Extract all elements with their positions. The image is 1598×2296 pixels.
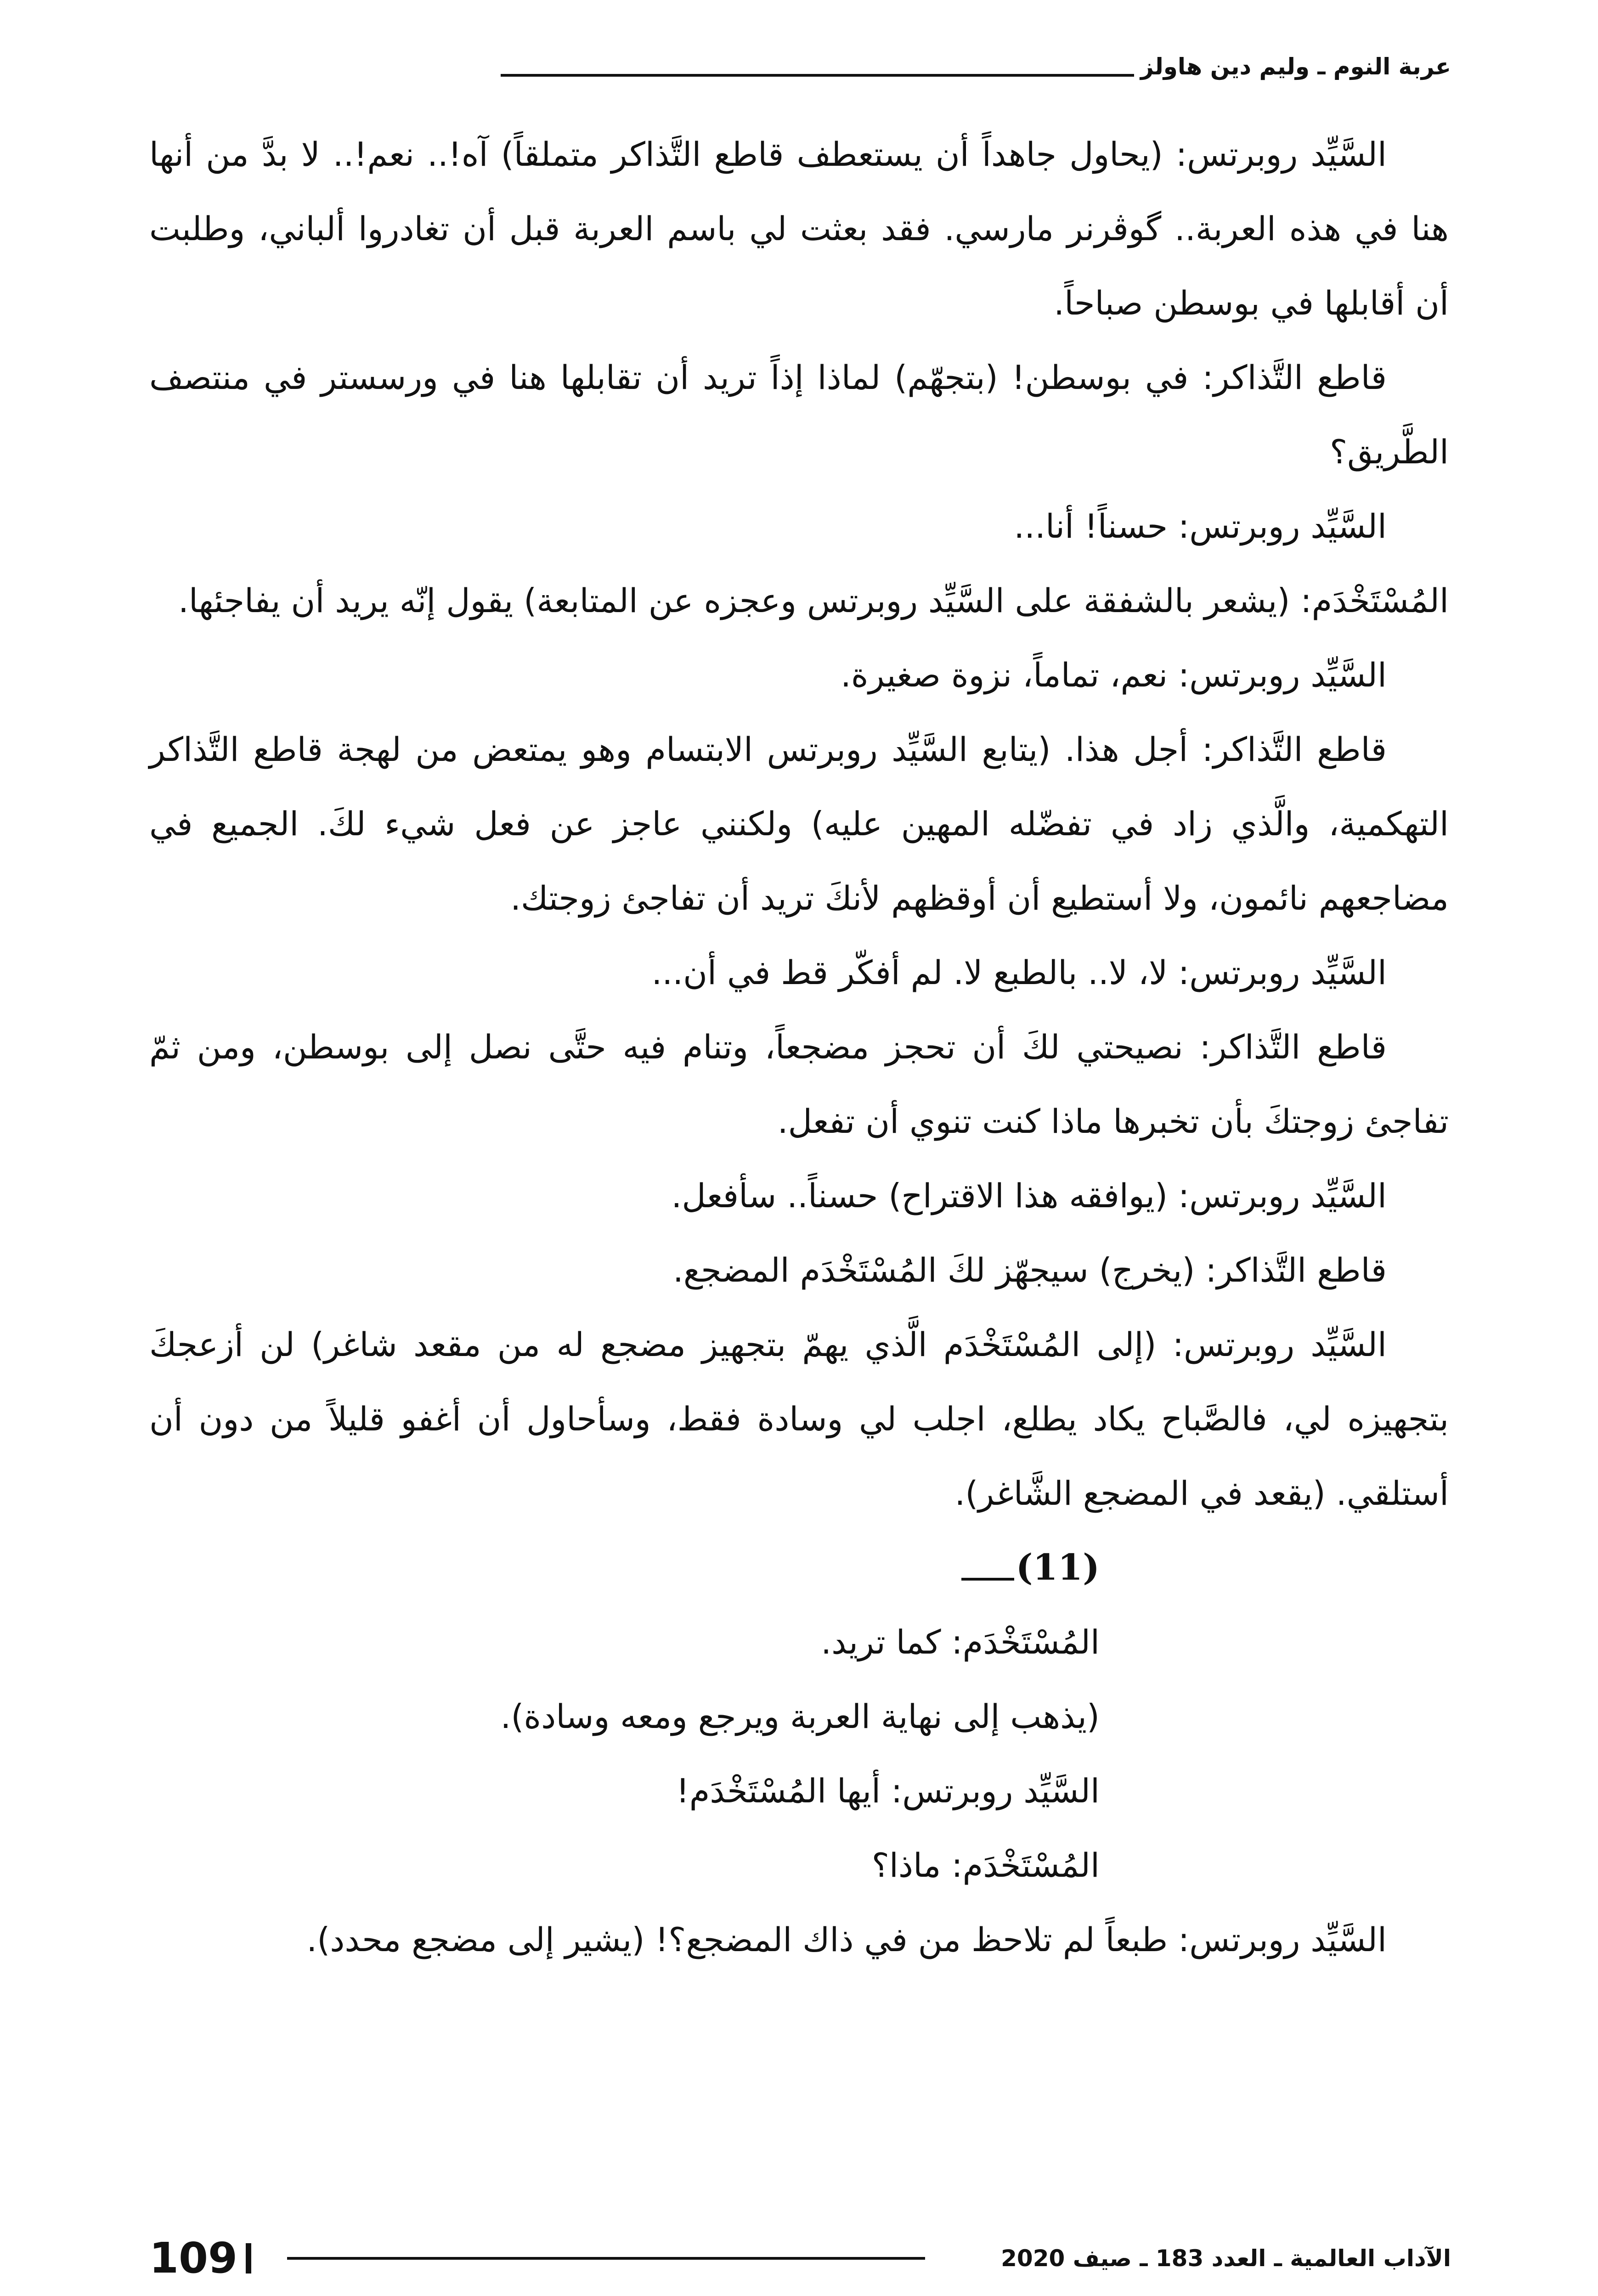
running-header bbox=[152, 48, 1451, 85]
journal-issue: الآداب العالمية ـ العدد 183 ـ صيف 2020 bbox=[1001, 2245, 1451, 2272]
paragraph: قاطع التَّذاكر: في بوسطن! (بتجهّم) لماذا إذاً تريد أن تقابلها هنا في ورسستر في منتصف الطَّريق؟ bbox=[149, 358, 1449, 471]
page-number-divider bbox=[246, 2243, 251, 2273]
body-text bbox=[149, 117, 1449, 1977]
running-footer bbox=[149, 2233, 1451, 2284]
section-number: (11) bbox=[1016, 1547, 1100, 1588]
paragraph: السَّيِّد روبرتس: حسناً! أنا... bbox=[1014, 507, 1387, 546]
paragraph: قاطع التَّذاكر: (يخرج) سيجهّز لكَ المُسْتَخْدَم المضجع. bbox=[672, 1251, 1387, 1289]
paragraph: السَّيِّد روبرتس: طبعاً لم تلاحظ من في ذاك المضجع؟! (يشير إلى مضجع محدد). bbox=[306, 1920, 1387, 1959]
paragraph: المُسْتَخْدَم: كما تريد. bbox=[821, 1623, 1100, 1661]
paragraph: المُسْتَخْدَم: ماذا؟ bbox=[871, 1846, 1100, 1885]
paragraph: السَّيِّد روبرتس: لا، لا.. بالطبع لا. لم أفكّر قط في أن... bbox=[651, 953, 1387, 992]
paragraph: المُسْتَخْدَم: (يشعر بالشفقة على السَّيِّد روبرتس وعجزه عن المتابعة) يقول إنّه يريد أن يفاجئها. bbox=[178, 581, 1449, 620]
header-rule bbox=[501, 74, 1134, 77]
paragraph: السَّيِّد روبرتس: نعم، تماماً، نزوة صغيرة. bbox=[841, 656, 1387, 694]
paragraph: (يذهب إلى نهاية العربة ويرجع ومعه وسادة). bbox=[500, 1697, 1100, 1736]
page-number: 109 bbox=[149, 2234, 238, 2283]
footer-rule bbox=[287, 2257, 925, 2260]
section-marker-line bbox=[961, 1578, 1014, 1581]
paragraph: قاطع التَّذاكر: أجل هذا. (يتابع السَّيِّد روبرتس الابتسام وهو يمتعض من لهجة قاطع التَّذاكر التهكمية، والَّذي زاد في تفضّله المهين عليه) ولكنني عاجز عن فعل شيء لكَ. الجميع في مضاجعهم نائمون، ولا أستطيع أن أوقظهم لأنكَ تريد أن تفاجئ زوجتك. bbox=[149, 730, 1449, 917]
header-title: عربة النوم ـ وليم دين هاولز bbox=[1140, 53, 1451, 80]
paragraph: السَّيِّد روبرتس: (يوافقه هذا الاقتراح) حسناً.. سأفعل. bbox=[671, 1176, 1387, 1215]
paragraph: قاطع التَّذاكر: نصيحتي لكَ أن تحجز مضجعاً، وتنام فيه حتَّى نصل إلى بوسطن، ومن ثمّ تفاجئ زوجتكَ بأن تخبرها ماذا كنت تنوي أن تفعل. bbox=[149, 1028, 1449, 1141]
paragraph: السَّيِّد روبرتس: (إلى المُسْتَخْدَم الَّذي يهمّ بتجهيز مضجع له من مقعد شاغر) لن أزعجكَ بتجهيزه لي، فالصَّباح يكاد يطلع، اجلب لي وسادة فقط، وسأحاول أن أغفو قليلاً من دون أن أستلقي. (يقعد في المضجع الشَّاغر). bbox=[149, 1325, 1449, 1513]
paragraph: السَّيِّد روبرتس: أيها المُسْتَخْدَم! bbox=[676, 1772, 1100, 1810]
paragraph: السَّيِّد روبرتس: (يحاول جاهداً أن يستعطف قاطع التَّذاكر متملقاً) آه!.. نعم!.. لا بدَّ من أنها هنا في هذه العربة.. گوڤرنر مارسي. فقد بعثت لي باسم العربة قبل أن تغادروا ألباني، وطلبت أن أقابلها في بوسطن صباحاً. bbox=[149, 135, 1449, 322]
section-marker bbox=[149, 1531, 1449, 1605]
